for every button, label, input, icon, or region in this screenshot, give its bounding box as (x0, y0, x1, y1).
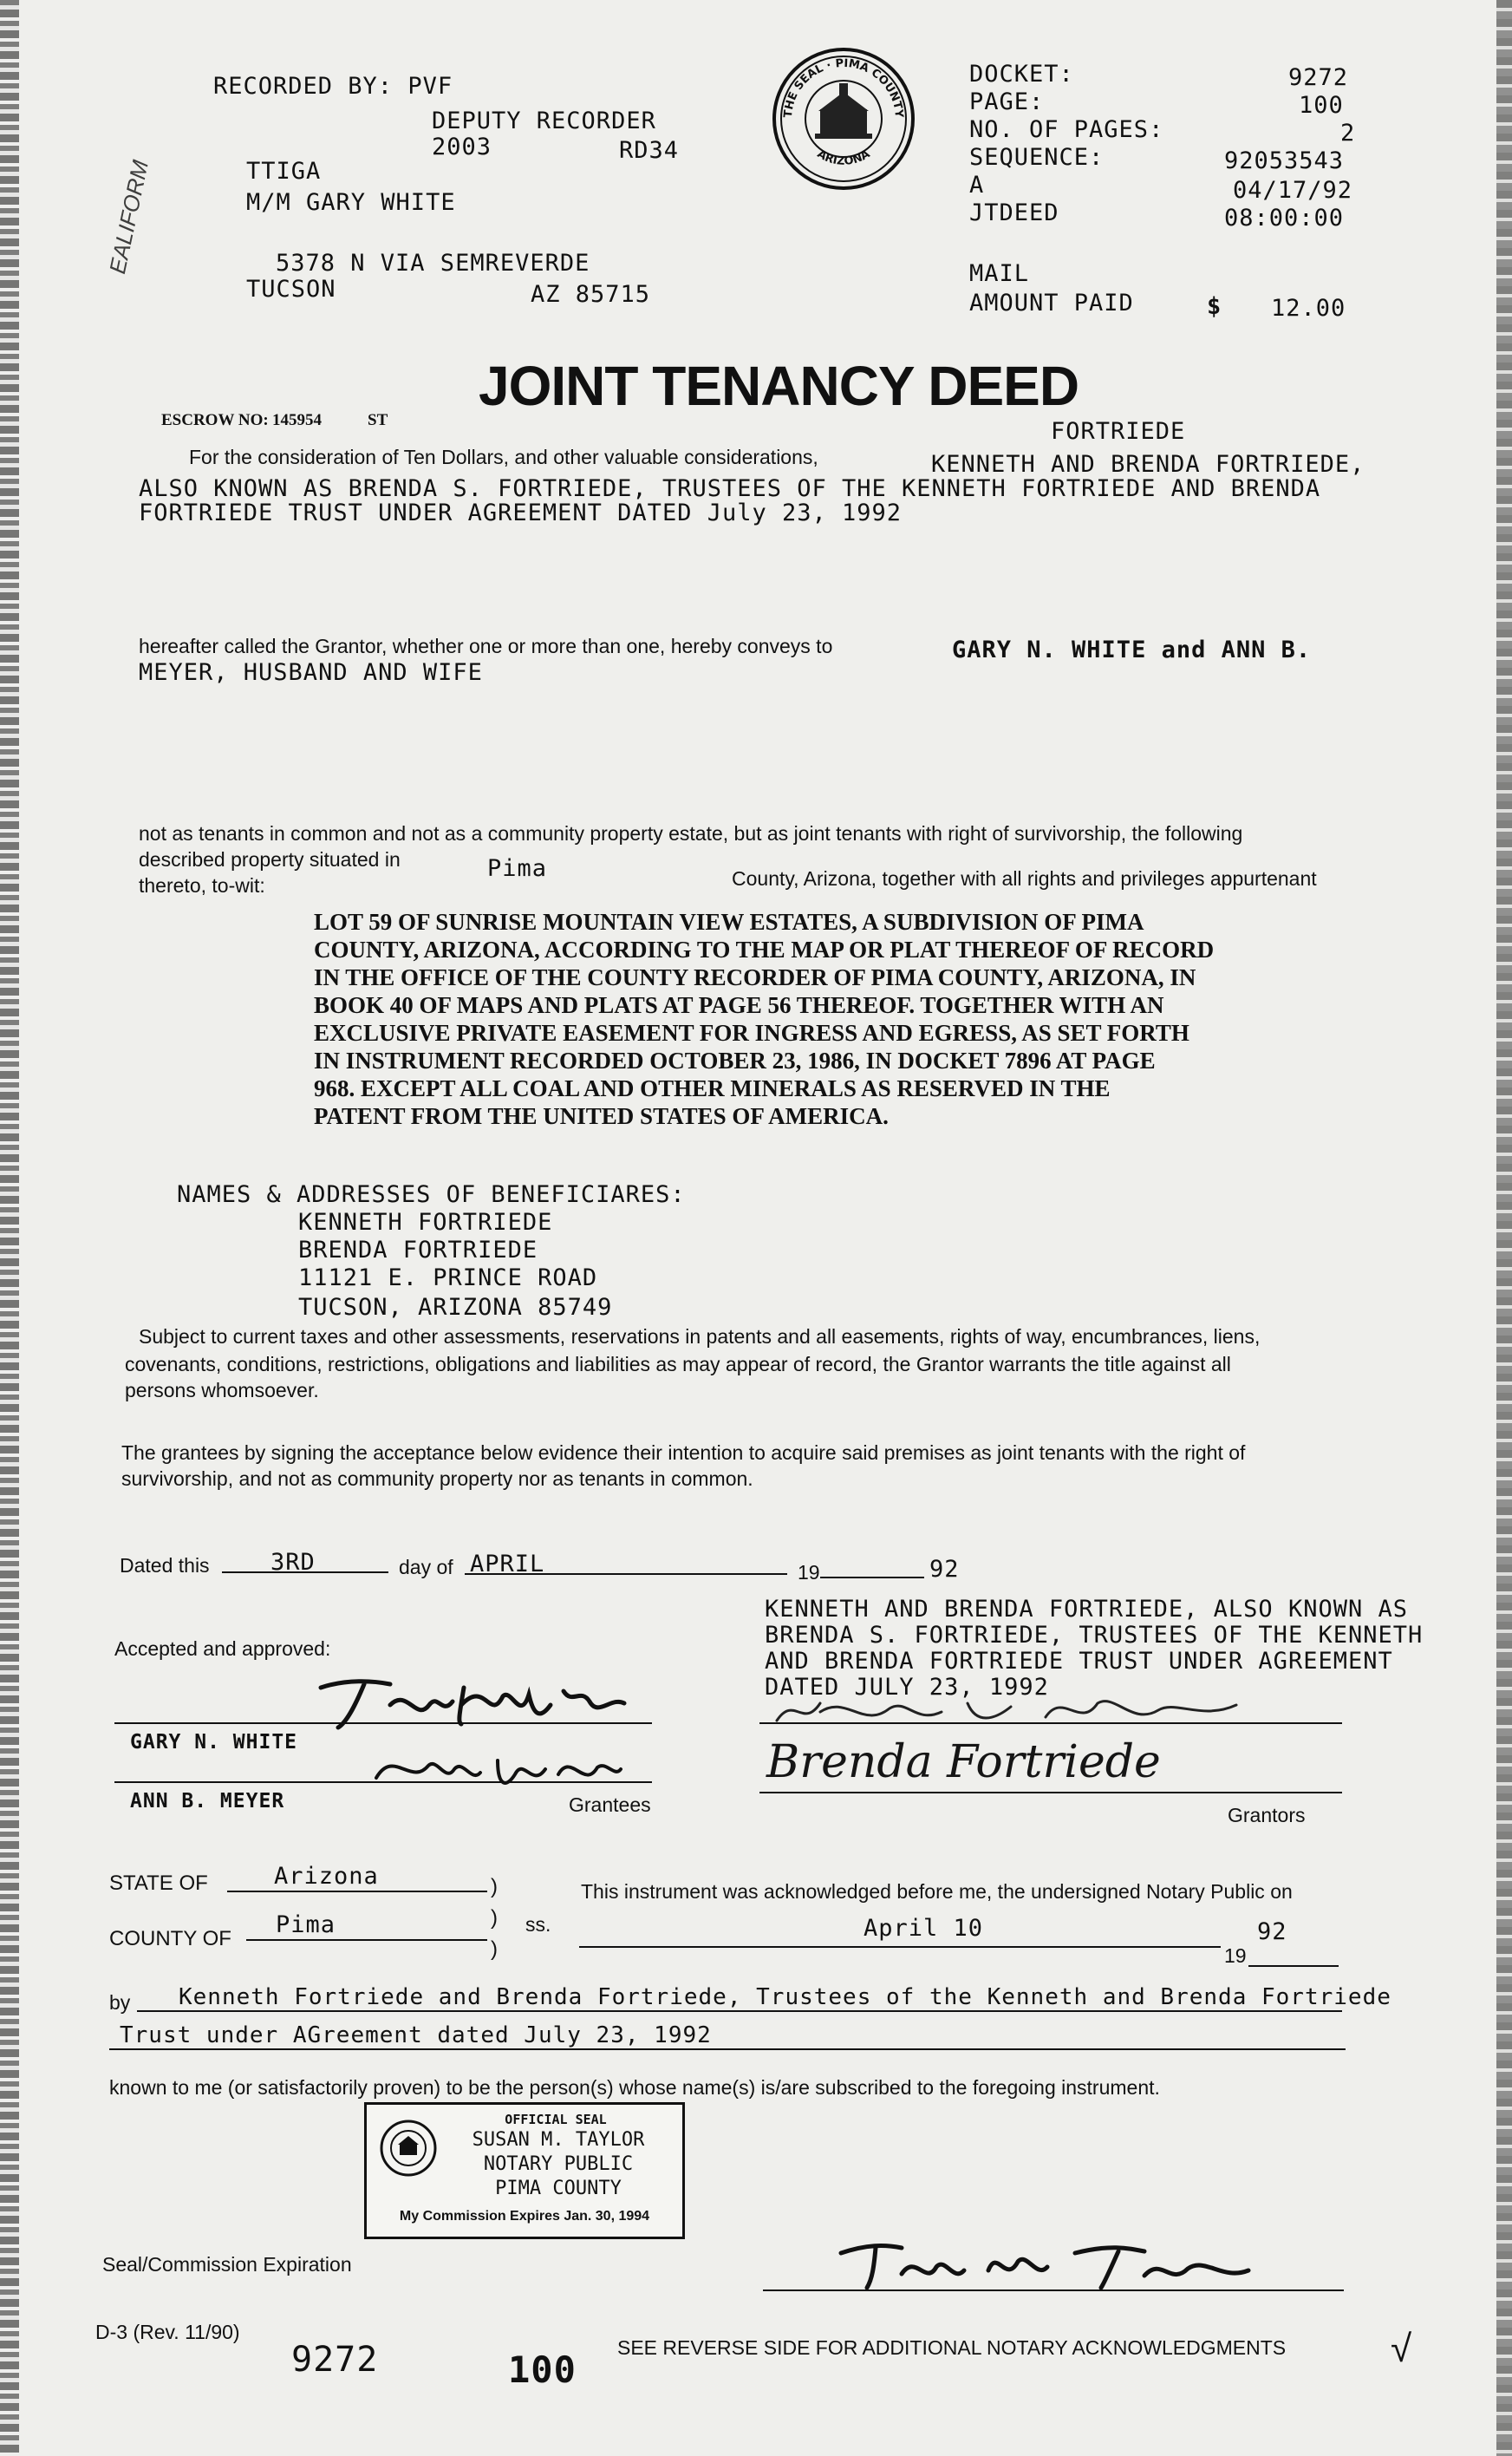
mail-to-street: 5378 N VIA SEMREVERDE (276, 250, 590, 277)
reverse-note: SEE REVERSE SIDE FOR ADDITIONAL NOTARY ACKNOWLEDGMENTS (617, 2336, 1287, 2359)
subject-line: covenants, conditions, restrictions, obligations and liabilities as may appear of record, the Grantor warrants the title against all (125, 1353, 1231, 1375)
county-label: COUNTY OF (109, 1927, 231, 1950)
county-line (246, 1939, 487, 1941)
seal-official: OFFICIAL SEAL (505, 2112, 607, 2127)
deed-type-label: JTDEED (969, 199, 1059, 226)
amount-paid-value: 12.00 (1271, 295, 1346, 322)
known-text: known to me (or satisfactorily proven) to be the person(s) whose name(s) is/are subscribed to the foregoing instrument. (109, 2076, 1160, 2099)
tenancy-line-3: thereto, to-wit: (139, 874, 265, 897)
subject-line: Subject to current taxes and other assessments, reservations in patents and all easements, rights of way, encumbrances, liens, (139, 1325, 1261, 1348)
ttiga-code: TTIGA (246, 158, 322, 185)
county-value: Pima (276, 1911, 336, 1938)
escrow-suffix: ST (368, 411, 388, 429)
by-line-2-rule (109, 2048, 1346, 2050)
page-handwritten: 100 (508, 2348, 577, 2391)
notary-seal-stamp (364, 2102, 685, 2239)
check-mark-icon: √ (1391, 2328, 1412, 2370)
grantor-block-line: DATED JULY 23, 1992 (765, 1674, 1049, 1701)
tenancy-line-1: not as tenants in common and not as a community property estate, but as joint tenants with right of survivorship, the following (139, 822, 1243, 845)
grantor-block-line: KENNETH AND BRENDA FORTRIEDE, ALSO KNOWN AS (765, 1596, 1408, 1623)
grantor-block-line: BRENDA S. FORTRIEDE, TRUSTEES OF THE KENNETH (765, 1622, 1424, 1649)
form-code: D-3 (Rev. 11/90) (95, 2321, 240, 2343)
grantee-line-2: MEYER, HUSBAND AND WIFE (139, 659, 483, 686)
seal-commission: My Commission Expires Jan. 30, 1994 (399, 2209, 650, 2224)
ack-date-line (579, 1946, 1221, 1948)
beneficiary-line: BRENDA FORTRIEDE (298, 1237, 538, 1264)
accepted-label: Accepted and approved: (114, 1637, 331, 1660)
ack-date: April 10 (864, 1915, 984, 1942)
page-label: PAGE: (969, 88, 1045, 115)
docket-value: 9272 (1288, 64, 1349, 91)
beneficiaries-heading: NAMES & ADDRESSES OF BENEFICIARES: (177, 1181, 686, 1208)
legal-line: BOOK 40 OF MAPS AND PLATS AT PAGE 56 THEREOF. TOGETHER WITH AN (314, 992, 1164, 1018)
beneficiary-line: 11121 E. PRINCE ROAD (298, 1264, 598, 1291)
consideration-text: For the consideration of Ten Dollars, and other valuable considerations, (189, 446, 818, 468)
mail-to-name: M/M GARY WHITE (246, 189, 456, 216)
legal-line: IN THE OFFICE OF THE COUNTY RECORDER OF PIMA COUNTY, ARIZONA, IN (314, 964, 1196, 990)
seal-text-top: THE SEAL · PIMA COUNTY (781, 56, 906, 119)
legal-line: 968. EXCEPT ALL COAL AND OTHER MINERALS AS RESERVED IN THE (314, 1075, 1111, 1101)
grantee1-signature-icon (312, 1670, 642, 1734)
grantor2-signature-icon: Brenda Fortriede (766, 1736, 1161, 1788)
ss-label: ss. (525, 1913, 551, 1936)
pima-county-seal-icon (770, 45, 917, 193)
grantor1-signature-icon (768, 1686, 1254, 1734)
by-label: by (109, 1991, 131, 2014)
scan-edge-left (0, 0, 19, 2456)
legal-line: LOT 59 OF SUNRISE MOUNTAIN VIEW ESTATES, A SUBDIVISION OF PIMA (314, 909, 1144, 935)
grantor2-signature-line (759, 1792, 1342, 1793)
recorded-by: RECORDED BY: PVF (213, 73, 453, 100)
tenancy-line-2b: County, Arizona, together with all rights and privileges appurtenant (732, 867, 1317, 890)
a-date-value: 04/17/92 (1233, 177, 1353, 204)
docket-label: DOCKET: (969, 61, 1074, 88)
property-county: Pima (487, 855, 548, 882)
year-value: 92 (929, 1556, 960, 1583)
grantee2-name: ANN B. MEYER (130, 1790, 285, 1813)
ack-year: 92 (1257, 1918, 1287, 1945)
docket-handwritten: 9272 (291, 2340, 379, 2380)
grantee2-signature-icon (368, 1743, 628, 1795)
state-line (227, 1891, 487, 1892)
beneficiary-line: KENNETH FORTRIEDE (298, 1209, 553, 1236)
by-line-2: Trust under AGreement dated July 23, 1992 (120, 2022, 712, 2048)
ack-year-line (1248, 1965, 1339, 1967)
escrow-label: ESCROW NO: (161, 411, 269, 429)
svg-text:ARIZONA (815, 147, 872, 168)
mail-to-city: TUCSON (246, 276, 336, 303)
grantor-line-1: KENNETH AND BRENDA FORTRIEDE, (931, 451, 1365, 478)
mail-label: MAIL (969, 260, 1030, 287)
deputy-recorder: DEPUTY RECORDER (432, 108, 656, 134)
dated-label: Dated this (120, 1554, 210, 1577)
escrow-value: 145954 (272, 411, 322, 429)
fortriede-insert: FORTRIEDE (1051, 418, 1186, 445)
ack-year-prefix: 19 (1224, 1944, 1247, 1967)
grantee-line-1: GARY N. WHITE and ANN B. (952, 637, 1312, 663)
ack-text: This instrument was acknowledged before me, the undersigned Notary Public on (581, 1880, 1293, 1903)
grantees-label: Grantees (569, 1793, 651, 1816)
grantor-line-3: FORTRIEDE TRUST UNDER AGREEMENT DATED July 23, 1992 (139, 500, 903, 526)
beneficiary-line: TUCSON, ARIZONA 85749 (298, 1294, 613, 1321)
grantor-line-2: ALSO KNOWN AS BRENDA S. FORTRIEDE, TRUSTEES OF THE KENNETH FORTRIEDE AND BRENDA (139, 475, 1321, 502)
day-of-label: day of (399, 1556, 453, 1578)
legal-line: EXCLUSIVE PRIVATE EASEMENT FOR INGRESS AND EGRESS, AS SET FORTH (314, 1020, 1189, 1046)
state-label: STATE OF (109, 1871, 208, 1895)
side-stamp: EALIFORM (104, 157, 153, 277)
deed-title: JOINT TENANCY DEED (479, 355, 1079, 417)
conveys-text: hereafter called the Grantor, whether one or more than one, hereby conveys to (139, 635, 833, 657)
deed-time-value: 08:00:00 (1224, 205, 1345, 232)
dated-month: APRIL (470, 1551, 545, 1577)
seal-expiration-label: Seal/Commission Expiration (102, 2253, 352, 2276)
tenancy-line-2a: described property situated in (139, 848, 401, 871)
deed-page: RECORDED BY: PVF DEPUTY RECORDER 2003 RD34 TTIGA M/M GARY WHITE 5378 N VIA SEMREVERDE TUCSON AZ 85715 EALIFORM THE SEAL · PIMA COUNTY ARIZONA DOCKET: 9272 PAGE: 100 NO. OF PAGES: 2 SEQUENCE: 92053543 A 04/17/92 JTDEED 08:00:00 MAIL AMOUNT PAID $ 12.00 JOINT TENANCY DEED ESCROW NO: 145954 ST FORTRIEDE For the consideration of Ten Dollars, and other valuable considerations, KENNETH AND BRENDA FORTRIEDE, ALSO KNOWN AS BRENDA S. FORTRIEDE, TRUSTEES OF THE KENNETH FORTRIEDE AND BRENDA FORTRIEDE TRUST UNDER AGREEMENT DATED July 23, 1992 hereafter called the Grantor, whether one or more than one, hereby conveys to GARY N. WHITE and ANN B. MEYER, HUSBAND AND WIFE not as tenants in common and not as a community property estate, but as joint tenants with right of survivorship, the following described property situated in Pima County, Arizona, together with all rights and privileges appurtenant thereto, to-wit: LOT 59 OF SUNRISE MOUNTAIN VIEW ESTATES, A SUBDIVISION OF PIMA COUNTY, ARIZONA, ACCORDING TO THE MAP OR PLAT THEREOF OF RECORD IN THE OFFICE OF THE COUNTY RECORDER OF PIMA COUNTY, ARIZONA, IN BOOK 40 OF MAPS AND PLATS AT PAGE 56 THEREOF. TOGETHER WITH AN EXCLUSIVE PRIVATE EASEMENT FOR INGRESS AND EGRESS, AS SET FORTH IN INSTRUMENT RECORDED OCTOBER 23, 1986, IN DOCKET 7896 AT PAGE 968. EXCEPT ALL COAL AND OTHER MINERALS AS RESERVED IN THE PATENT FROM THE UNITED STATES OF AMERICA. NAMES & ADDRESSES OF BENEFICIARES: KENNETH FORTRIEDE BRENDA FORTRIEDE 11121 E. PRINCE ROAD TUCSON, ARIZONA 85749 Subject to current taxes and other assessments, reservations in patents and all easements, rights of way, encumbrances, liens, covenants, conditions, restrictions, obligations and liabilities as may appear of record, the Grantor warrants the title against all persons whomsoever. The grantees by signing the acceptance below evidence their intention to acquire said premises as joint tenants with the right of survivorship, and not as community property nor as tenants in common. Dated this 3RD day of APRIL 19 92 KENNETH AND BRENDA FORTRIEDE, ALSO KNOWN AS BRENDA S. FORTRIEDE, TRUSTEES OF THE KENNETH AND BRENDA FORTRIEDE TRUST UNDER AGREEMENT DATED JULY 23, 1992 Accepted and approved: GARY N. WHITE Brenda Fortriede ANN B. MEYER Grantees Grantors STATE OF Arizona ) ) ) ss. COUNTY OF Pima This instrument was acknowledged before me, the undersigned Notary Public on April 10 19 92 by Kenneth Fortriede and Brenda Fortriede, Trustees of the Kenneth and Brenda Fortriede Trust under AGreement dated July 23, 1992 known to me (or satisfactorily proven) to be the person(s) whose name(s) is/are subscribed to the foregoing instrument. OFFICIAL SEAL SUSAN M. TAYLOR NOTARY PUBLIC PIMA COUNTY My Commission Expires Jan. 30, 1994 Seal/Commission Expiration D-3 (Rev. 11/90) 9272 100 SEE REVERSE SIDE FOR ADDITIONAL NOTARY ACKNOWLEDGMENTS √ (0, 0, 1512, 2456)
amount-currency: $ (1207, 293, 1222, 320)
grantor-block-line: AND BRENDA FORTRIEDE TRUST UNDER AGREEMENT (765, 1648, 1393, 1675)
seal-notary-county: PIMA COUNTY (495, 2178, 622, 2199)
pages-label: NO. OF PAGES: (969, 116, 1164, 143)
amount-paid-label: AMOUNT PAID (969, 290, 1134, 317)
pages-value: 2 (1340, 120, 1356, 147)
recorder-code-rd34: RD34 (619, 137, 680, 164)
sequence-label: SEQUENCE: (969, 144, 1105, 171)
subject-line: persons whomsoever. (125, 1379, 319, 1401)
year-prefix: 19 (798, 1561, 820, 1584)
dated-year-line (820, 1577, 924, 1578)
grantors-label: Grantors (1228, 1804, 1306, 1826)
grantee1-name: GARY N. WHITE (130, 1731, 298, 1754)
grantees-intent-line: survivorship, and not as community property nor as tenants in common. (121, 1467, 753, 1490)
by-line-1-rule (137, 2010, 1342, 2012)
legal-line: IN INSTRUMENT RECORDED OCTOBER 23, 1986, IN DOCKET 7896 AT PAGE (314, 1048, 1156, 1074)
seal-notary-title: NOTARY PUBLIC (483, 2153, 634, 2175)
state-value: Arizona (274, 1863, 379, 1890)
seal-notary-name: SUSAN M. TAYLOR (472, 2129, 645, 2151)
legal-line: COUNTY, ARIZONA, ACCORDING TO THE MAP OR PLAT THEREOF OF RECORD (314, 937, 1215, 963)
legal-line: PATENT FROM THE UNITED STATES OF AMERICA. (314, 1103, 889, 1129)
notary-signature-icon (832, 2236, 1266, 2296)
mail-to-state-zip: AZ 85715 (531, 281, 651, 308)
page-value: 100 (1299, 92, 1344, 119)
grantees-intent-line: The grantees by signing the acceptance below evidence their intention to acquire said premises as joint tenants with the right of (121, 1441, 1246, 1464)
dated-day: 3RD (270, 1549, 316, 1576)
a-label: A (969, 172, 985, 199)
scan-edge-right (1496, 0, 1512, 2456)
seal-text-bottom: ARIZONA (814, 147, 873, 168)
recorder-code-2003: 2003 (432, 134, 492, 160)
by-line-1: Kenneth Fortriede and Brenda Fortriede, Trustees of the Kenneth and Brenda Fortriede (179, 1984, 1391, 2010)
notary-seal-icon (379, 2119, 438, 2178)
sequence-value: 92053543 (1224, 147, 1345, 174)
